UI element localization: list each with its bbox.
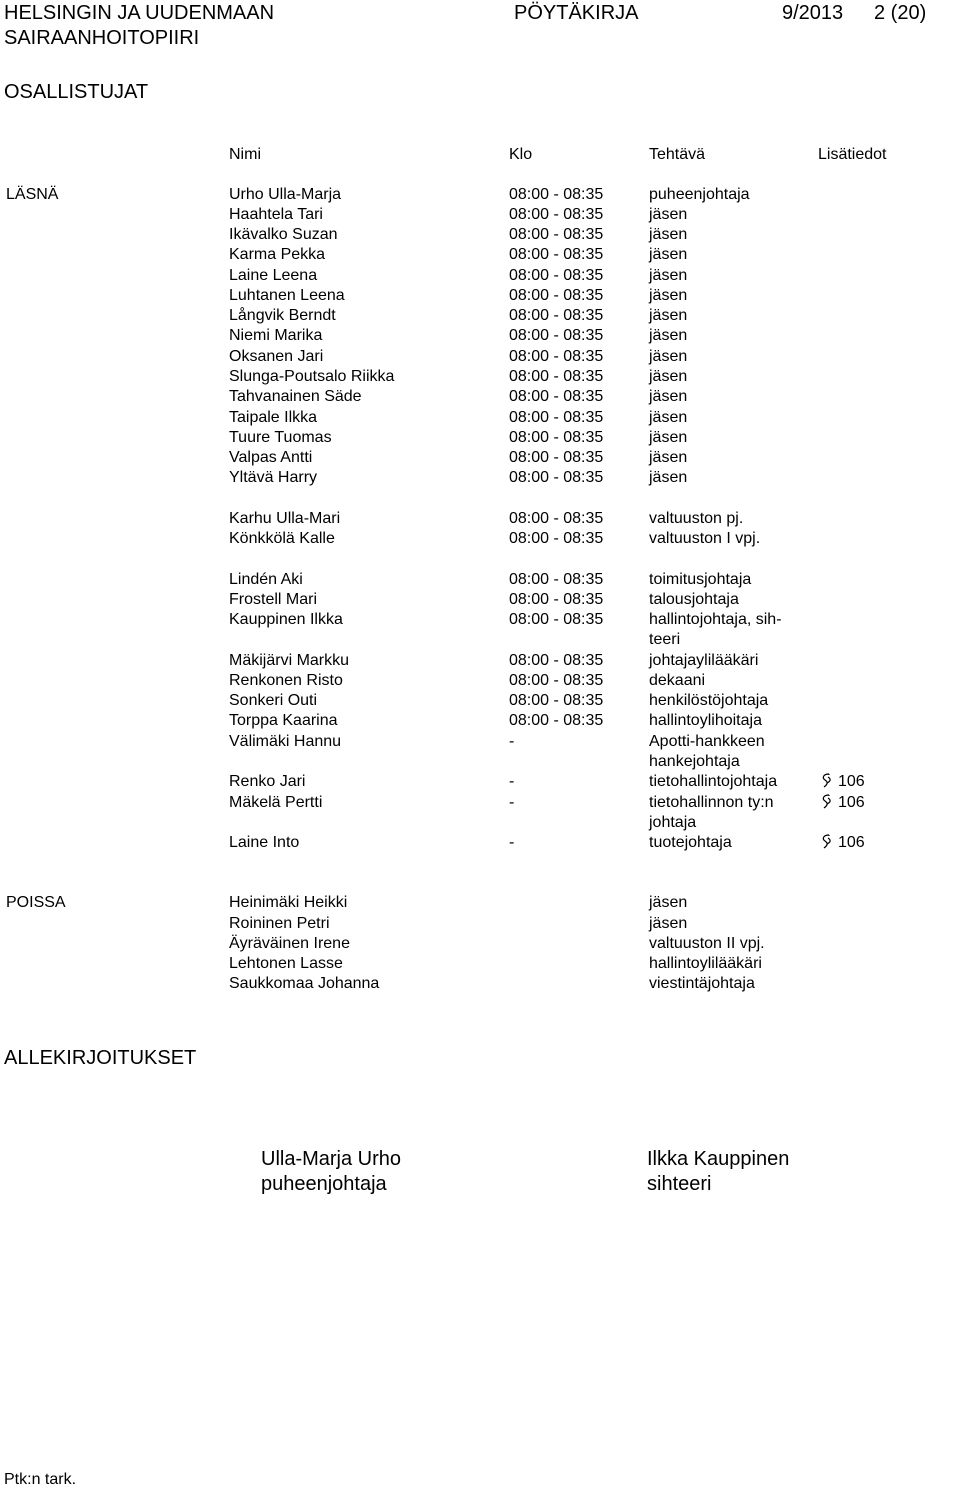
org-name-line1: HELSINGIN JA UUDENMAAN: [4, 2, 275, 24]
section-title-signatures: ALLEKIRJOITUKSET: [4, 1047, 197, 1069]
participant-time: 08:00 - 08:35: [509, 348, 604, 365]
table-row: [0, 428, 960, 448]
participant-role: jäsen: [649, 348, 688, 365]
participant-note: [818, 833, 865, 853]
participant-time: 08:00 - 08:35: [509, 469, 604, 486]
participant-name: Mäkijärvi Markku: [229, 652, 350, 669]
present-label: LÄSNÄ: [6, 186, 59, 203]
participant-name: Laine Into: [229, 834, 300, 851]
table-row: [0, 387, 960, 407]
section-title-participants: OSALLISTUJAT: [4, 81, 149, 103]
participant-time: 08:00 - 08:35: [509, 267, 604, 284]
absent-name: Lehtonen Lasse: [229, 955, 343, 972]
participant-time: 08:00 - 08:35: [509, 510, 604, 527]
participant-name: Långvik Berndt: [229, 307, 336, 324]
table-row: [0, 954, 960, 974]
absent-label: POISSA: [6, 894, 66, 911]
table-row: [0, 610, 960, 648]
participant-name: Renko Jari: [229, 773, 306, 790]
participant-role: jäsen: [649, 409, 688, 426]
table-row: [0, 408, 960, 428]
participant-name: Könkkölä Kalle: [229, 530, 335, 547]
participant-time: 08:00 - 08:35: [509, 530, 604, 547]
table-row: [0, 651, 960, 671]
participant-name: Oksanen Jari: [229, 348, 324, 365]
participant-name: Tuure Tuomas: [229, 429, 332, 446]
participant-time: 08:00 - 08:35: [509, 368, 604, 385]
participant-name: Luhtanen Leena: [229, 287, 345, 304]
doc-number: 9/2013: [782, 2, 844, 24]
participant-time: 08:00 - 08:35: [509, 307, 604, 324]
participant-time: 08:00 - 08:35: [509, 652, 604, 669]
participant-role: jäsen: [649, 206, 688, 223]
participant-role: henkilöstöjohtaja: [649, 692, 769, 709]
signer-2-title: sihteeri: [647, 1173, 712, 1195]
absent-role: viestintäjohtaja: [649, 975, 755, 992]
participant-role: jäsen: [649, 388, 688, 405]
participant-role: jäsen: [649, 368, 688, 385]
participant-role: jäsen: [649, 429, 688, 446]
table-row: [0, 893, 960, 913]
participant-time: -: [509, 794, 515, 811]
participant-role: dekaani: [649, 672, 706, 689]
participant-time: -: [509, 773, 515, 790]
table-row: [0, 306, 960, 326]
participant-name: Yltävä Harry: [229, 469, 318, 486]
participant-role: talousjohtaja: [649, 591, 739, 608]
absent-role: jäsen: [649, 894, 688, 911]
note-text: 106: [838, 794, 865, 811]
table-row: [0, 691, 960, 711]
participant-name: Torppa Kaarina: [229, 712, 338, 729]
participant-role: tietohallinnon ty:n: [649, 794, 774, 811]
column-header-time: Klo: [509, 146, 533, 163]
participant-role: Apotti-hankkeen: [649, 733, 765, 750]
table-row: [0, 671, 960, 691]
page-number: 2 (20): [874, 2, 927, 24]
signer-1-title: puheenjohtaja: [261, 1173, 387, 1195]
note-text: 106: [838, 834, 865, 851]
table-row: [0, 934, 960, 954]
participant-time: 08:00 - 08:35: [509, 591, 604, 608]
participant-time: -: [509, 834, 515, 851]
participant-time: 08:00 - 08:35: [509, 429, 604, 446]
doc-type: PÖYTÄKIRJA: [514, 2, 639, 24]
participant-time: 08:00 - 08:35: [509, 287, 604, 304]
column-header-notes: Lisätiedot: [818, 146, 887, 163]
absent-role: jäsen: [649, 915, 688, 932]
participant-time: 08:00 - 08:35: [509, 672, 604, 689]
table-row: [0, 448, 960, 468]
table-row: [0, 468, 960, 488]
participant-name: Välimäki Hannu: [229, 733, 342, 750]
participant-role-continued: johtaja: [649, 814, 697, 831]
participant-name: Sonkeri Outi: [229, 692, 318, 709]
participant-name: Karma Pekka: [229, 246, 326, 263]
paragraph-mark-icon: [818, 772, 834, 790]
paragraph-mark-icon: [818, 833, 834, 851]
participant-role-continued: teeri: [649, 631, 681, 648]
table-row: [0, 914, 960, 934]
participant-time: 08:00 - 08:35: [509, 327, 604, 344]
participant-time: 08:00 - 08:35: [509, 571, 604, 588]
column-header-role: Tehtävä: [649, 146, 706, 163]
participant-role: tietohallintojohtaja: [649, 773, 778, 790]
participant-name: Slunga-Poutsalo Riikka: [229, 368, 395, 385]
participant-role: hallintojohtaja, sih-: [649, 611, 782, 628]
participant-role: jäsen: [649, 226, 688, 243]
column-header-name: Nimi: [229, 146, 261, 163]
participant-name: Ikävalko Suzan: [229, 226, 338, 243]
participant-name: Renkonen Risto: [229, 672, 343, 689]
table-row: [0, 245, 960, 265]
participant-time: 08:00 - 08:35: [509, 246, 604, 263]
absent-name: Roininen Petri: [229, 915, 330, 932]
participant-role: valtuuston I vpj.: [649, 530, 761, 547]
participant-time: 08:00 - 08:35: [509, 692, 604, 709]
absent-role: valtuuston II vpj.: [649, 935, 765, 952]
participant-time: 08:00 - 08:35: [509, 611, 604, 628]
table-row: [0, 367, 960, 387]
participant-note: [818, 793, 865, 813]
table-row: [0, 225, 960, 245]
org-name-line2: SAIRAANHOITOPIIRI: [4, 27, 200, 49]
table-row: [0, 509, 960, 529]
participant-name: Mäkelä Pertti: [229, 794, 323, 811]
signer-2-name: Ilkka Kauppinen: [647, 1148, 790, 1170]
table-row: [0, 347, 960, 367]
participant-name: Kauppinen Ilkka: [229, 611, 343, 628]
absent-name: Äyräväinen Irene: [229, 935, 350, 952]
table-row: [0, 570, 960, 590]
participant-role: tuotejohtaja: [649, 834, 732, 851]
participant-name: Taipale Ilkka: [229, 409, 318, 426]
participant-name: Laine Leena: [229, 267, 318, 284]
participant-name: Haahtela Tari: [229, 206, 323, 223]
participant-name: Lindén Aki: [229, 571, 303, 588]
participant-name: Tahvanainen Säde: [229, 388, 362, 405]
absent-name: Saukkomaa Johanna: [229, 975, 380, 992]
table-row: [0, 266, 960, 286]
footer-verified: Ptk:n tark.: [4, 1471, 77, 1488]
table-row: [0, 185, 960, 205]
table-row: [0, 326, 960, 346]
table-row: [0, 590, 960, 610]
participant-role: puheenjohtaja: [649, 186, 750, 203]
participant-role: jäsen: [649, 307, 688, 324]
absent-name: Heinimäki Heikki: [229, 894, 348, 911]
participant-role: valtuuston pj.: [649, 510, 744, 527]
participant-time: 08:00 - 08:35: [509, 186, 604, 203]
participant-time: 08:00 - 08:35: [509, 712, 604, 729]
participant-role: johtajaylilääkäri: [649, 652, 759, 669]
participant-role: jäsen: [649, 327, 688, 344]
table-row: [0, 711, 960, 731]
participant-time: 08:00 - 08:35: [509, 206, 604, 223]
participant-role: jäsen: [649, 287, 688, 304]
participant-role: jäsen: [649, 267, 688, 284]
table-row: [0, 732, 960, 770]
participant-name: Niemi Marika: [229, 327, 323, 344]
participant-role: jäsen: [649, 246, 688, 263]
table-row: [0, 205, 960, 225]
participant-name: Karhu Ulla-Mari: [229, 510, 341, 527]
participant-time: -: [509, 733, 515, 750]
participant-time: 08:00 - 08:35: [509, 449, 604, 466]
participant-name: Frostell Mari: [229, 591, 318, 608]
participant-time: 08:00 - 08:35: [509, 388, 604, 405]
participant-role-continued: hankejohtaja: [649, 753, 740, 770]
participant-time: 08:00 - 08:35: [509, 226, 604, 243]
paragraph-mark-icon: [818, 793, 834, 811]
table-row: [0, 529, 960, 549]
participant-role: hallintoylihoitaja: [649, 712, 762, 729]
participant-role: toimitusjohtaja: [649, 571, 752, 588]
note-text: 106: [838, 773, 865, 790]
signer-1-name: Ulla-Marja Urho: [261, 1148, 402, 1170]
table-row: [0, 772, 960, 792]
table-row: [0, 793, 960, 831]
participant-note: [818, 772, 865, 792]
participant-time: 08:00 - 08:35: [509, 409, 604, 426]
table-row: [0, 286, 960, 306]
participant-role: jäsen: [649, 469, 688, 486]
absent-role: hallintoylilääkäri: [649, 955, 762, 972]
participant-role: jäsen: [649, 449, 688, 466]
participant-name: Valpas Antti: [229, 449, 313, 466]
participant-name: Urho Ulla-Marja: [229, 186, 342, 203]
table-row: [0, 833, 960, 853]
table-row: [0, 974, 960, 994]
